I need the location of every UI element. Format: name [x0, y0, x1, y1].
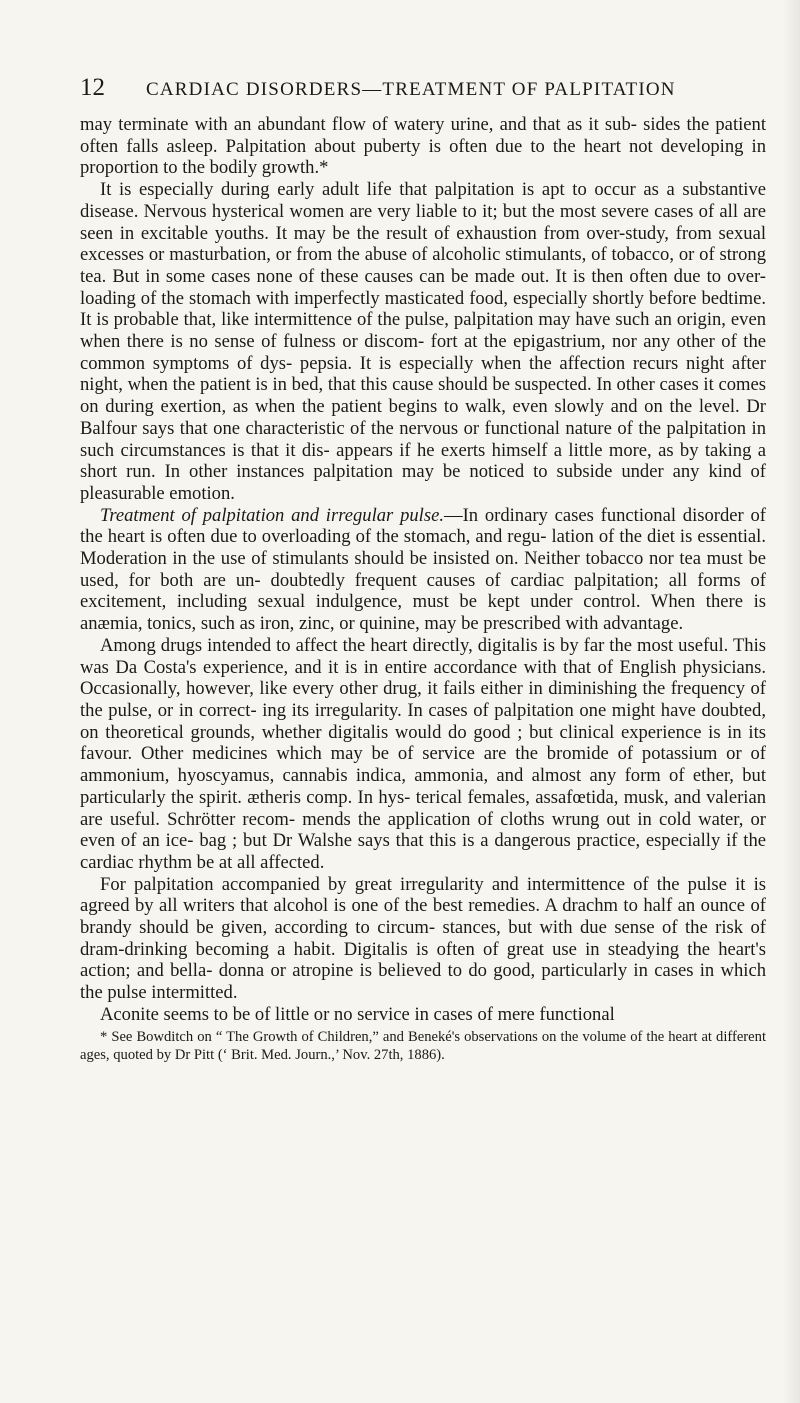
paragraph-1: may terminate with an abundant flow of watery urine, and that as it sub- sides the patient often falls asleep. Palpitation about puberty is often due to the heart not developing in proportion to the bodily growth.* [80, 114, 766, 179]
footnote-text: * See Bowditch on “ The Growth of Children,” and Beneké's observations on the volume of the heart at different ages, quoted by Dr Pitt (‘ Brit. Med. Journ.,’ Nov. 27th, 1886). [80, 1028, 766, 1063]
running-title: CARDIAC DISORDERS—TREATMENT OF PALPITATION [146, 79, 676, 100]
paragraph-6: Aconite seems to be of little or no service in cases of mere functional [100, 1003, 615, 1025]
page-number: 12 [80, 74, 105, 101]
paragraph-2: It is especially during early adult life that palpitation is apt to occur as a substantive disease. Nervous hysterical women are very liable to it; but the most severe cases of all are seen in excitable youths. It may be the result of exhaustion from over-study, from sexual excesses or masturbation, or from the abuse of alcoholic stimulants, of tobacco, or of strong tea. But in some cases none of these causes can be made out. It is then often due to over- loading of the stomach with imperfectly masticated food, especially shortly before bedtime. It is probable that, like intermittence of the pulse, palpitation may have such an origin, even when there is no sense of fulness or discom- fort at the epigastrium, nor any other of the common symptoms of dys- pepsia. It is especially when the affection recurs night after night, when the patient is in bed, that this cause should be suspected. In other cases it comes on during exertion, as when the patient begins to walk, even slowly and on the level. Dr Balfour says that one characteristic of the nervous or functional nature of the palpitation in such circumstances is that it dis- appears if he exerts himself a little more, as by taking a short run. In other instances palpitation may be noticed to subside under any kind of pleasurable emotion. [80, 179, 766, 504]
page-edge-shadow [782, 0, 800, 1403]
footnote [80, 1028, 766, 1064]
book-page [80, 74, 766, 1064]
paragraph-3 [80, 505, 766, 635]
paragraph-4: Among drugs intended to affect the heart directly, digitalis is by far the most useful. This was Da Costa's experience, and it is in entire accordance with that of English physicians. Occasionally, however, like every other drug, it fails either in diminishing the frequency of the pulse, or in correct- ing its irregularity. In cases of palpitation one might have doubted, on theoretical grounds, whether digitalis would do good ; but clinical experience is in its favour. Other medicines which may be of service are the bromide of potassium or of ammonium, hyoscyamus, cannabis indica, ammonia, and almost any form of ether, but particularly the spirit. ætheris comp. In hys- terical females, assafœtida, musk, and valerian are useful. Schrötter recom- mends the application of cloths wrung out in cold water, or even of an ice- bag ; but Dr Walshe says that this is a dangerous practice, especially if the cardiac rhythm be at all affected. [80, 634, 766, 873]
running-header [80, 74, 766, 110]
body-text [80, 114, 766, 1026]
paragraph-3-text: —In ordinary cases functional disorder of the heart is often due to overloading of the stomach, and regu- lation of the diet is essential. Moderation in the use of stimulants should be insisted on. Neither tobacco nor tea must be used, for both are un- doubtedly frequent causes of cardiac palpitation; all forms of excitement, including sexual indulgence, must be kept under control. When there is anæmia, tonics, such as iron, zinc, or quinine, may be prescribed with advantage. [80, 504, 766, 635]
paragraph-5: For palpitation accompanied by great irregularity and intermittence of the pulse it is agreed by all writers that alcohol is one of the best remedies. A drachm to half an ounce of brandy should be given, according to circum- stances, but with due sense of the risk of dram-drinking becoming a habit. Digitalis is often of great use in steadying the heart's action; and bella- donna or atropine is believed to do good, particularly in cases in which the pulse intermitted. [80, 873, 766, 1004]
section-heading-treatment: Treatment of palpitation and irregular pulse. [100, 504, 444, 526]
